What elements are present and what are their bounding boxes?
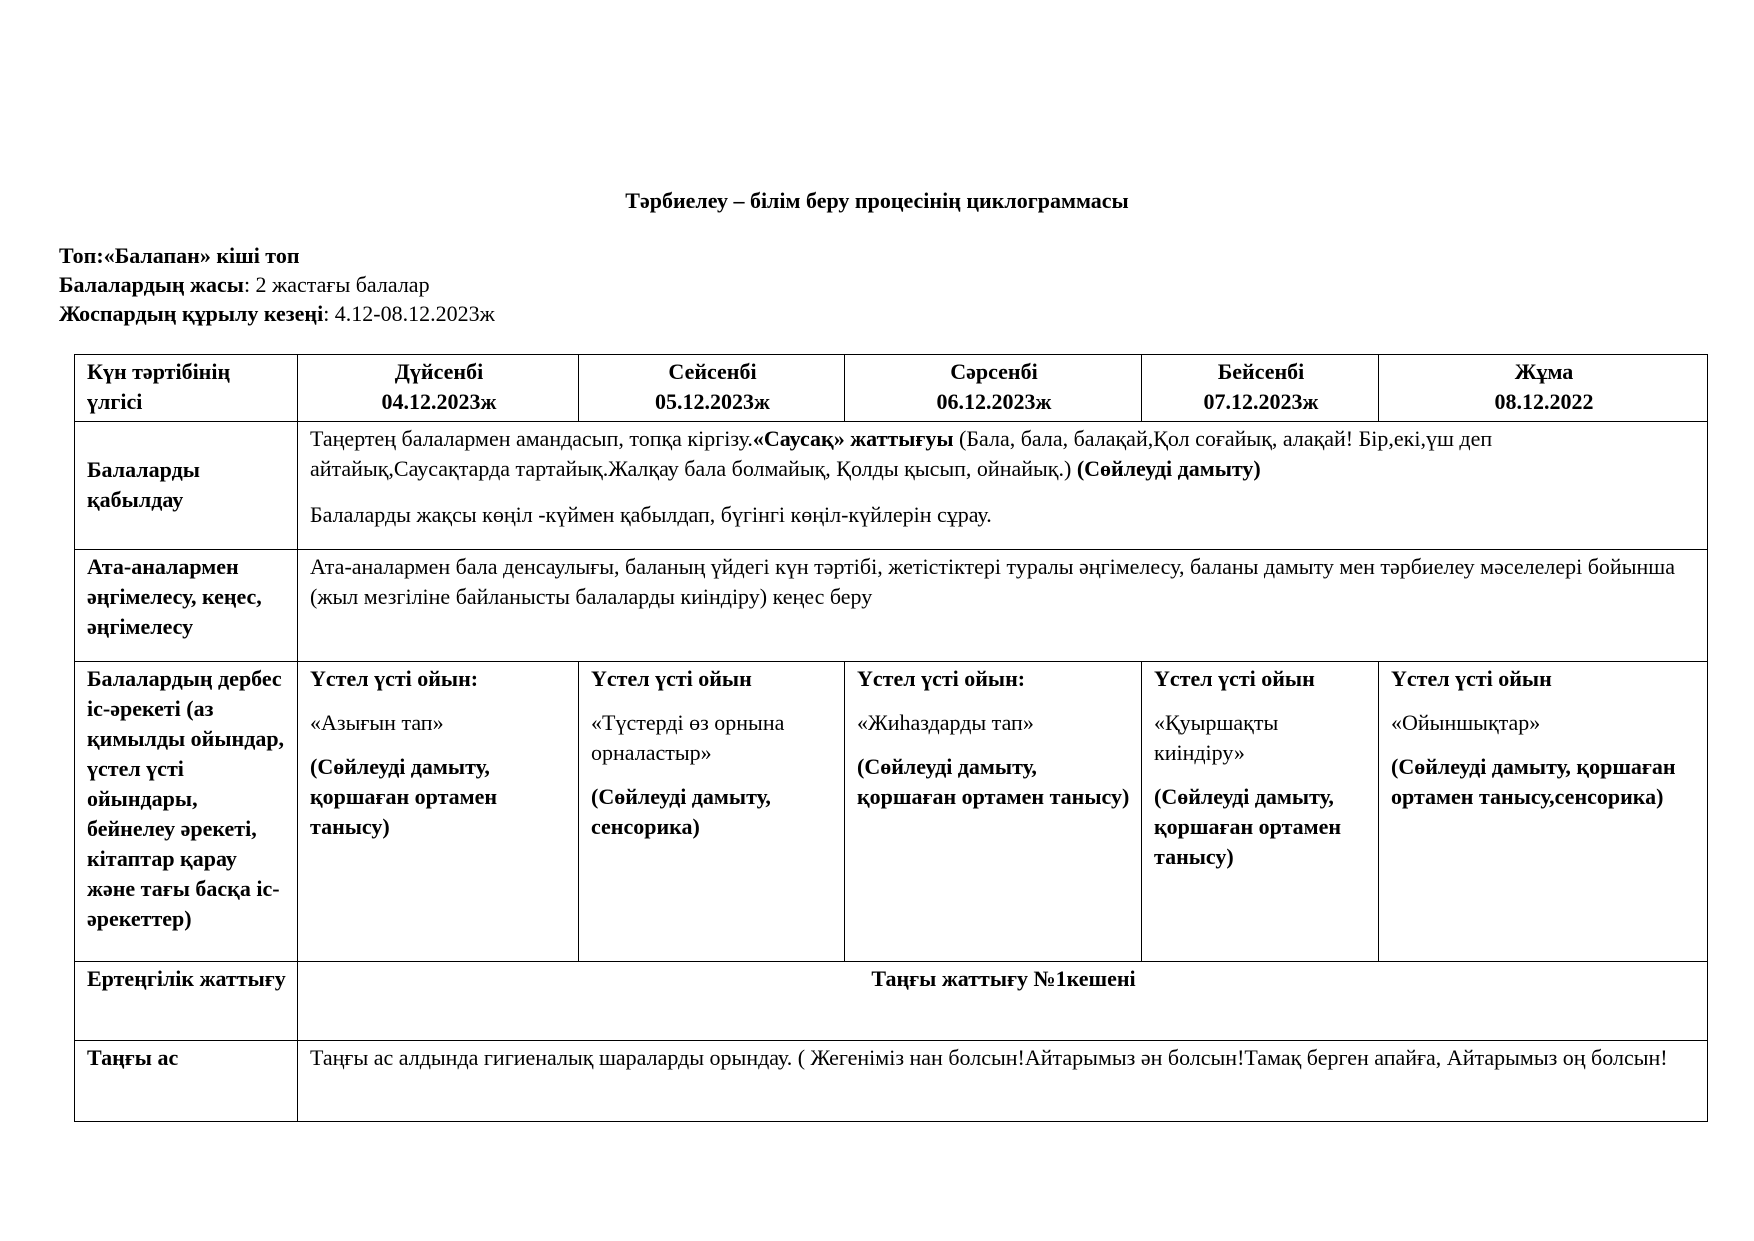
activity-type: Үстел үсті ойын [591,666,752,691]
activity-head: Балалардың дербес іс-әрекеті (аз қимылды ойындар, үстел үсті ойындары, бейнелеу әрекеті, кітаптар қарау және тағы басқа іс-әрекеттер) [75,662,298,962]
cyclogram-table [74,354,1708,1122]
age-label: Балалардың жасы [59,272,244,297]
day-name: Дүйсенбі [394,359,484,384]
activity-game: «Азығын тап» [310,710,444,735]
parents-row [75,550,1708,662]
age-line [59,270,495,299]
group-label: Топ:«Балапан» кіші топ [59,243,300,268]
finger-exercise-text: (Бала, бала, балақай,Қол соғайық, алақай! Бір,екі,үш деп айтайық,Саусақтарда тартайық.Жалқау бала болмайық, Қолды қысып, ойнайық.) [310,426,1493,481]
breakfast-head: Таңғы ас [75,1041,298,1122]
reception-content [298,422,1708,550]
period-label: Жоспардың құрылу кезеңі [59,301,324,326]
parents-head: Ата-аналармен әңгімелесу, кеңес, әңгімелесу [75,550,298,662]
activity-row [75,662,1708,962]
activity-type: Үстел үсті ойын: [857,666,1026,691]
corner-line-1: Күн тәртібінің [87,359,231,384]
day-date: 05.12.2023ж [655,389,770,414]
finger-exercise-name: «Саусақ» жаттығуы [752,426,954,451]
exercise-content: Таңғы жаттығу №1кешені [298,962,1708,1041]
reception-row [75,422,1708,550]
page-title: Тәрбиелеу – білім беру процесінің циклограммасы [625,188,1129,213]
group-line [59,241,495,270]
activity-tuesday [579,662,845,962]
reception-area: (Сөйлеуді дамыту) [1076,456,1261,481]
corner-line-2: үлгісі [87,389,143,414]
day-name: Жұма [1514,359,1574,384]
activity-type: Үстел үсті ойын: [310,666,479,691]
reception-note: Балаларды жақсы көңіл -күймен қабылдап, бүгінгі көңіл-күйлерін сұрау. [310,502,992,527]
reception-head: Балаларды қабылдау [75,422,298,550]
day-date: 07.12.2023ж [1203,389,1319,414]
reception-text [310,424,1697,484]
activity-game: «Түстерді өз орнына орналастыр» [591,710,785,765]
activity-area: (Сөйлеуді дамыту, қоршаған ортамен танысу) [310,754,498,839]
day-header-tuesday [579,355,845,422]
age-value: : 2 жастағы балалар [243,272,430,297]
breakfast-content: Таңғы ас алдында гигиеналық шараларды орындау. ( Жегеніміз нан болсын!Айтарымыз ән болсын!Тамақ берген апайға, Айтарымыз оң болсын! [298,1041,1708,1122]
parents-content: Ата-аналармен бала денсаулығы, баланың үйдегі күн тәртібі, жетістіктері туралы әңгімелесу, баланы дамыту мен тәрбиелеу мәселелері бойынша (жыл мезгіліне байланысты балаларды киіндіру) кеңес беру [298,550,1708,662]
activity-game: «Ойыншықтар» [1391,710,1541,735]
breakfast-row [75,1041,1708,1122]
activity-area: (Сөйлеуді дамыту, қоршаған ортамен танысу,сенсорика) [1391,754,1676,809]
exercise-row [75,962,1708,1041]
activity-game: «Жиһаздарды тап» [857,710,1034,735]
activity-type: Үстел үсті ойын [1154,666,1315,691]
day-header-thursday [1142,355,1379,422]
activity-area: (Сөйлеуді дамыту, сенсорика) [591,784,771,839]
day-header-wednesday [845,355,1142,422]
day-name: Бейсенбі [1217,359,1305,384]
period-line [59,299,495,328]
activity-wednesday [845,662,1142,962]
period-value: : 4.12-08.12.2023ж [323,301,495,326]
day-header-friday [1379,355,1708,422]
day-name: Сейсенбі [668,359,757,384]
day-date: 08.12.2022 [1494,389,1594,414]
activity-area: (Сөйлеуді дамыту, қоршаған ортамен танысу) [857,754,1130,809]
corner-cell [75,355,298,422]
document-meta [59,241,495,328]
reception-intro: Таңертең балалармен амандасып, топқа кіргізу. [310,426,753,451]
activity-area: (Сөйлеуді дамыту, қоршаған ортамен танысу) [1154,784,1342,869]
activity-thursday [1142,662,1379,962]
day-name: Сәрсенбі [950,359,1038,384]
day-date: 06.12.2023ж [936,389,1052,414]
activity-game: «Қуыршақты киіндіру» [1154,710,1279,765]
day-header-monday [298,355,579,422]
activity-monday [298,662,579,962]
day-date: 04.12.2023ж [381,389,497,414]
header-row [75,355,1708,422]
activity-type: Үстел үсті ойын [1391,666,1552,691]
exercise-head: Ертеңгілік жаттығу [75,962,298,1041]
activity-friday [1379,662,1708,962]
